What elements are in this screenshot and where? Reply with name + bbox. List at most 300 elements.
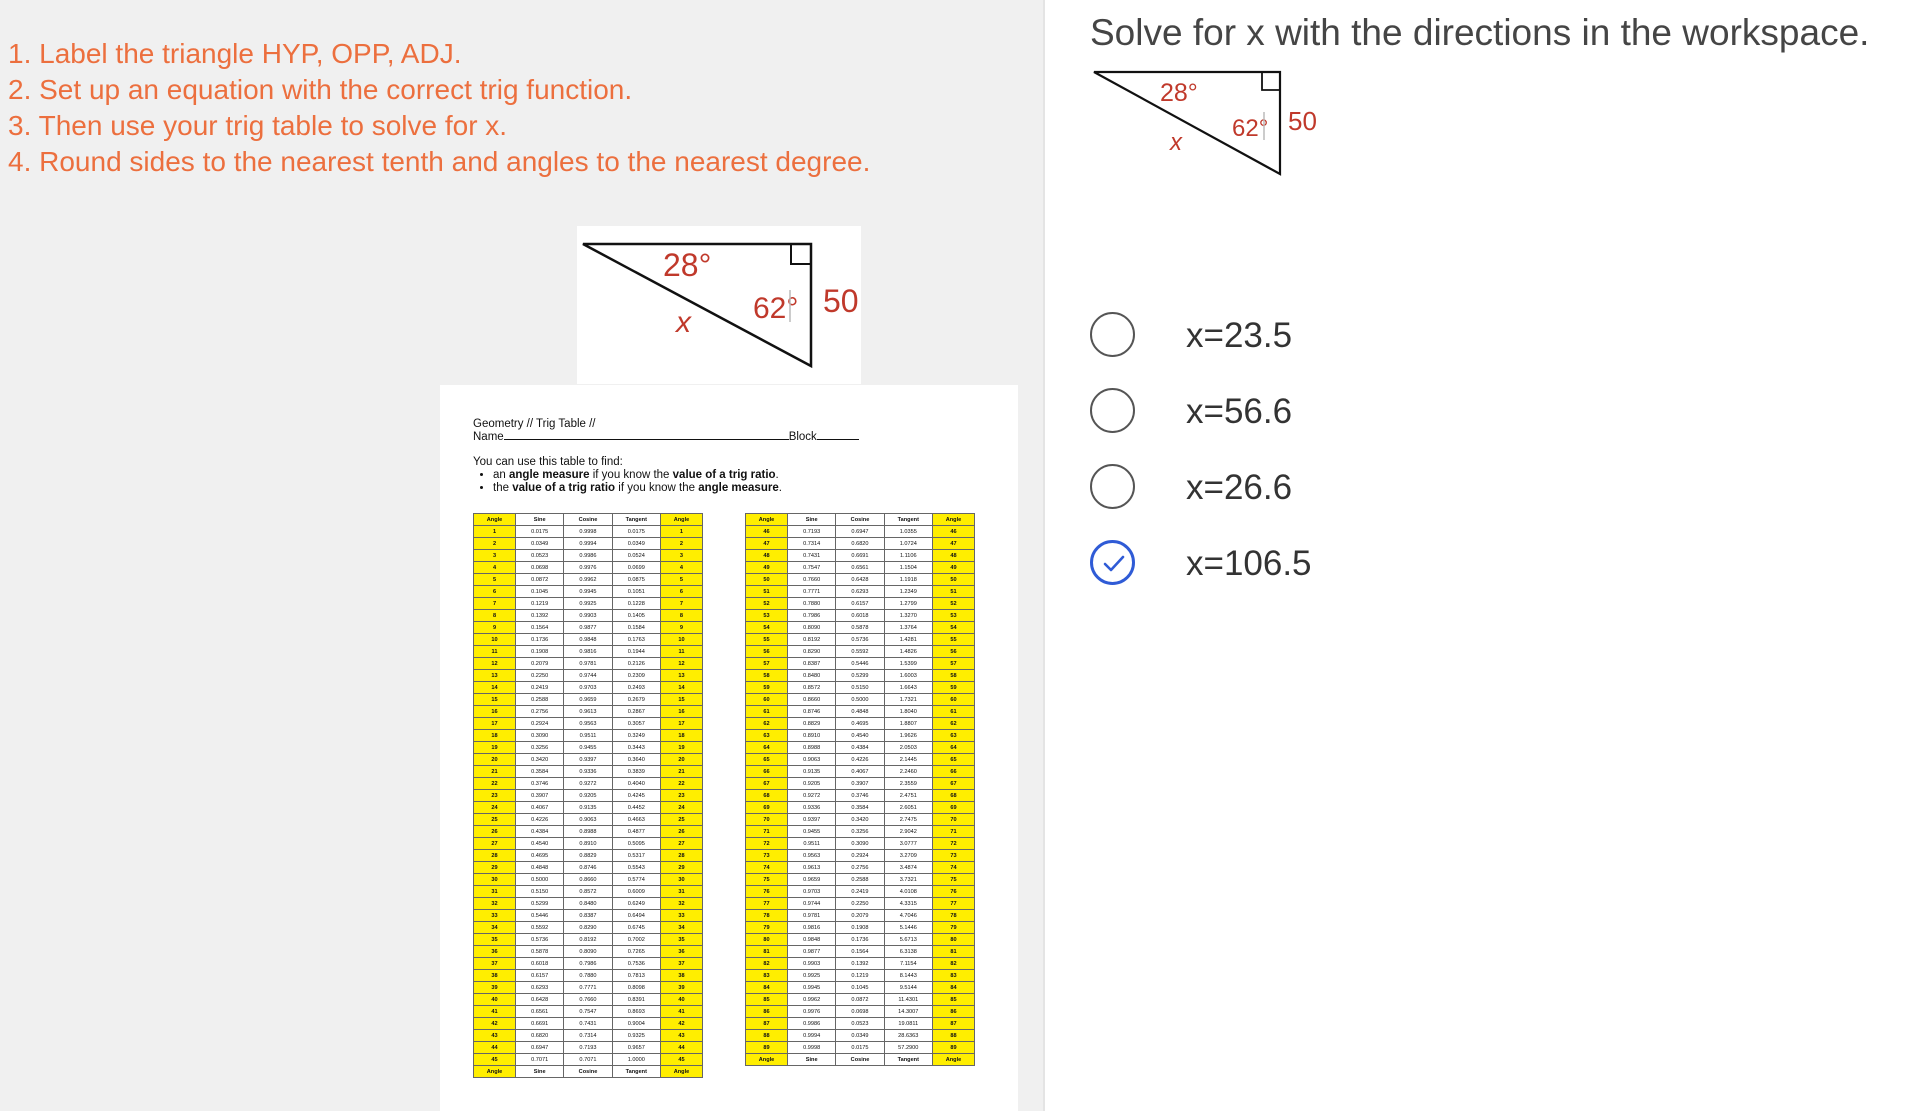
cell-tangent: 0.2493	[612, 682, 660, 694]
col-header-angle: Angle	[660, 514, 702, 526]
col-footer-tangent: Tangent	[884, 1054, 932, 1066]
question-triangle	[1090, 64, 1330, 182]
cell-cosine: 0.6820	[836, 538, 884, 550]
cell-cosine: 0.6561	[836, 562, 884, 574]
table-row	[474, 886, 703, 898]
cell-angle: 27	[474, 838, 516, 850]
cell-sine: 0.1219	[516, 598, 564, 610]
cell-cosine: 0.0349	[836, 1030, 884, 1042]
cell-angle: 47	[932, 538, 974, 550]
cell-cosine: 0.9135	[564, 802, 612, 814]
instruction-2: 2. Set up an equation with the correct trig function.	[8, 74, 633, 105]
cell-tangent: 0.6494	[612, 910, 660, 922]
cell-sine: 0.9945	[788, 982, 836, 994]
table-row	[746, 538, 975, 550]
cell-angle: 30	[474, 874, 516, 886]
cell-angle: 72	[932, 838, 974, 850]
cell-angle: 27	[660, 838, 702, 850]
table-row	[746, 826, 975, 838]
cell-angle: 22	[660, 778, 702, 790]
cell-angle: 28	[660, 850, 702, 862]
cell-sine: 0.3746	[516, 778, 564, 790]
cell-cosine: 0.7771	[564, 982, 612, 994]
table-row	[474, 982, 703, 994]
cell-angle: 3	[474, 550, 516, 562]
cell-angle: 46	[746, 526, 788, 538]
cell-cosine: 0.9563	[564, 718, 612, 730]
col-footer-tangent: Tangent	[612, 1066, 660, 1078]
table-row	[746, 874, 975, 886]
cell-tangent: 1.9626	[884, 730, 932, 742]
cell-cosine: 0.9877	[564, 622, 612, 634]
col-footer-angle: Angle	[932, 1054, 974, 1066]
cell-angle: 76	[746, 886, 788, 898]
cell-angle: 62	[746, 718, 788, 730]
cell-angle: 70	[932, 814, 974, 826]
cell-angle: 11	[660, 646, 702, 658]
table-row	[474, 682, 703, 694]
cell-sine: 0.9994	[788, 1030, 836, 1042]
cell-sine: 0.9455	[788, 826, 836, 838]
table-row	[474, 946, 703, 958]
cell-angle: 56	[932, 646, 974, 658]
cell-angle: 87	[932, 1018, 974, 1030]
cell-tangent: 2.0503	[884, 742, 932, 754]
table-row	[474, 802, 703, 814]
table-row	[746, 598, 975, 610]
choice-label[interactable]: x=56.6	[1186, 392, 1293, 431]
cell-sine: 0.6561	[516, 1006, 564, 1018]
cell-tangent: 0.5317	[612, 850, 660, 862]
cell-tangent: 0.0875	[612, 574, 660, 586]
cell-sine: 0.4848	[516, 862, 564, 874]
cell-cosine: 0.4540	[836, 730, 884, 742]
col-header-sine: Sine	[788, 514, 836, 526]
cell-sine: 0.4226	[516, 814, 564, 826]
cell-tangent: 7.1154	[884, 958, 932, 970]
cell-angle: 2	[660, 538, 702, 550]
table-row	[746, 694, 975, 706]
table-row	[746, 982, 975, 994]
cell-tangent: 0.4040	[612, 778, 660, 790]
cell-angle: 26	[474, 826, 516, 838]
table-row	[746, 910, 975, 922]
cell-angle: 75	[746, 874, 788, 886]
angle-28-label: 28°	[663, 247, 712, 283]
cell-cosine: 0.8290	[564, 922, 612, 934]
cell-sine: 0.7193	[788, 526, 836, 538]
col-header-cosine: Cosine	[564, 514, 612, 526]
cell-cosine: 0.0872	[836, 994, 884, 1006]
cell-cosine: 0.9976	[564, 562, 612, 574]
cell-cosine: 0.3256	[836, 826, 884, 838]
cell-tangent: 0.4877	[612, 826, 660, 838]
radio-button[interactable]	[1090, 312, 1135, 357]
cell-angle: 32	[660, 898, 702, 910]
cell-cosine: 0.7547	[564, 1006, 612, 1018]
cell-angle: 20	[474, 754, 516, 766]
cell-angle: 57	[746, 658, 788, 670]
choice-label[interactable]: x=106.5	[1186, 544, 1312, 583]
cell-tangent: 5.1446	[884, 922, 932, 934]
cell-sine: 0.9336	[788, 802, 836, 814]
cell-angle: 10	[660, 634, 702, 646]
cell-sine: 0.6293	[516, 982, 564, 994]
cell-angle: 84	[746, 982, 788, 994]
radio-button[interactable]	[1090, 464, 1135, 509]
trig-table-right	[745, 513, 975, 1066]
cell-cosine: 0.7880	[564, 970, 612, 982]
cell-angle: 88	[932, 1030, 974, 1042]
table-row	[746, 1042, 975, 1054]
cell-angle: 79	[932, 922, 974, 934]
cell-cosine: 0.7071	[564, 1054, 612, 1066]
cell-sine: 0.9998	[788, 1042, 836, 1054]
cell-cosine: 0.9063	[564, 814, 612, 826]
radio-button[interactable]	[1090, 388, 1135, 433]
cell-cosine: 0.8090	[564, 946, 612, 958]
cell-tangent: 57.2900	[884, 1042, 932, 1054]
cell-sine: 0.1908	[516, 646, 564, 658]
cell-tangent: 0.0175	[612, 526, 660, 538]
cell-sine: 0.8910	[788, 730, 836, 742]
cell-tangent: 1.7321	[884, 694, 932, 706]
cell-angle: 1	[660, 526, 702, 538]
cell-sine: 0.9511	[788, 838, 836, 850]
table-row	[474, 874, 703, 886]
cell-tangent: 8.1443	[884, 970, 932, 982]
cell-angle: 58	[746, 670, 788, 682]
cell-cosine: 0.2588	[836, 874, 884, 886]
cell-cosine: 0.8910	[564, 838, 612, 850]
cell-cosine: 0.5736	[836, 634, 884, 646]
cell-angle: 3	[660, 550, 702, 562]
cell-angle: 84	[932, 982, 974, 994]
cell-tangent: 3.2709	[884, 850, 932, 862]
cell-tangent: 0.2679	[612, 694, 660, 706]
cell-angle: 14	[660, 682, 702, 694]
cell-angle: 41	[474, 1006, 516, 1018]
cell-tangent: 0.4663	[612, 814, 660, 826]
table-row	[746, 574, 975, 586]
cell-angle: 9	[660, 622, 702, 634]
cell-cosine: 0.3420	[836, 814, 884, 826]
cell-angle: 1	[474, 526, 516, 538]
table-row	[474, 634, 703, 646]
cell-angle: 7	[474, 598, 516, 610]
table-row	[746, 670, 975, 682]
cell-cosine: 0.8192	[564, 934, 612, 946]
cell-angle: 69	[932, 802, 974, 814]
cell-angle: 87	[746, 1018, 788, 1030]
cell-tangent: 0.0524	[612, 550, 660, 562]
table-row	[474, 766, 703, 778]
cell-cosine: 0.0175	[836, 1042, 884, 1054]
answer-choice-selected[interactable]	[1090, 540, 1490, 590]
cell-angle: 13	[474, 670, 516, 682]
cell-sine: 0.8746	[788, 706, 836, 718]
cell-cosine: 0.5878	[836, 622, 884, 634]
col-footer-sine: Sine	[516, 1066, 564, 1078]
table-row	[474, 910, 703, 922]
cell-angle: 5	[660, 574, 702, 586]
cell-tangent: 0.2126	[612, 658, 660, 670]
cell-tangent: 3.4874	[884, 862, 932, 874]
cell-tangent: 4.0108	[884, 886, 932, 898]
cell-angle: 18	[660, 730, 702, 742]
cell-sine: 0.5446	[516, 910, 564, 922]
cell-tangent: 1.1918	[884, 574, 932, 586]
answer-choice[interactable]	[1090, 388, 1490, 438]
cell-sine: 0.2250	[516, 670, 564, 682]
cell-angle: 69	[746, 802, 788, 814]
table-row	[474, 646, 703, 658]
cell-cosine: 0.6293	[836, 586, 884, 598]
col-header-cosine: Cosine	[836, 514, 884, 526]
answer-choice[interactable]	[1090, 464, 1490, 514]
cell-tangent: 0.0349	[612, 538, 660, 550]
cell-tangent: 28.6363	[884, 1030, 932, 1042]
cell-angle: 33	[474, 910, 516, 922]
cell-angle: 56	[746, 646, 788, 658]
choice-label[interactable]: x=26.6	[1186, 468, 1293, 507]
table-row	[474, 994, 703, 1006]
col-footer-cosine: Cosine	[564, 1066, 612, 1078]
cell-sine: 0.9962	[788, 994, 836, 1006]
cell-tangent: 2.3559	[884, 778, 932, 790]
instruction-1: 1. Label the triangle HYP, OPP, ADJ.	[8, 38, 462, 69]
cell-angle: 18	[474, 730, 516, 742]
cell-angle: 2	[474, 538, 516, 550]
cell-cosine: 0.6428	[836, 574, 884, 586]
cell-tangent: 19.0811	[884, 1018, 932, 1030]
cell-angle: 89	[932, 1042, 974, 1054]
table-row	[746, 934, 975, 946]
cell-sine: 0.7771	[788, 586, 836, 598]
cell-tangent: 14.3007	[884, 1006, 932, 1018]
cell-sine: 0.3256	[516, 742, 564, 754]
cell-tangent: 1.4281	[884, 634, 932, 646]
cell-angle: 21	[474, 766, 516, 778]
cell-angle: 31	[660, 886, 702, 898]
table-row	[746, 718, 975, 730]
cell-sine: 0.6157	[516, 970, 564, 982]
cell-angle: 42	[474, 1018, 516, 1030]
table-row	[746, 526, 975, 538]
angle-62-label: 62°	[1232, 115, 1269, 142]
cell-angle: 53	[932, 610, 974, 622]
cell-angle: 77	[746, 898, 788, 910]
cell-sine: 0.7880	[788, 598, 836, 610]
cell-tangent: 4.7046	[884, 910, 932, 922]
cell-cosine: 0.2419	[836, 886, 884, 898]
col-footer-angle: Angle	[746, 1054, 788, 1066]
cell-sine: 0.9781	[788, 910, 836, 922]
col-footer-cosine: Cosine	[836, 1054, 884, 1066]
cell-sine: 0.2079	[516, 658, 564, 670]
angle-28-label: 28°	[1160, 79, 1198, 107]
cell-sine: 0.9063	[788, 754, 836, 766]
cell-tangent: 0.8098	[612, 982, 660, 994]
cell-angle: 65	[932, 754, 974, 766]
cell-tangent: 11.4301	[884, 994, 932, 1006]
cell-sine: 0.9976	[788, 1006, 836, 1018]
cell-angle: 68	[746, 790, 788, 802]
cell-angle: 86	[746, 1006, 788, 1018]
cell-tangent: 1.8807	[884, 718, 932, 730]
cell-sine: 0.8829	[788, 718, 836, 730]
cell-sine: 0.0698	[516, 562, 564, 574]
cell-angle: 9	[474, 622, 516, 634]
cell-angle: 8	[474, 610, 516, 622]
cell-angle: 6	[474, 586, 516, 598]
col-footer-angle: Angle	[660, 1066, 702, 1078]
cell-tangent: 0.9657	[612, 1042, 660, 1054]
cell-cosine: 0.5299	[836, 670, 884, 682]
table-row	[746, 802, 975, 814]
cell-angle: 51	[932, 586, 974, 598]
cell-angle: 25	[660, 814, 702, 826]
cell-cosine: 0.5150	[836, 682, 884, 694]
cell-cosine: 0.9397	[564, 754, 612, 766]
cell-angle: 49	[746, 562, 788, 574]
cell-tangent: 1.6643	[884, 682, 932, 694]
cell-angle: 54	[932, 622, 974, 634]
cell-angle: 60	[746, 694, 788, 706]
cell-tangent: 0.6745	[612, 922, 660, 934]
cell-sine: 0.9877	[788, 946, 836, 958]
angle-62-label: 62°	[753, 292, 799, 325]
cell-tangent: 2.2460	[884, 766, 932, 778]
cell-angle: 24	[474, 802, 516, 814]
choice-label[interactable]: x=23.5	[1186, 316, 1293, 355]
cell-sine: 0.0523	[516, 550, 564, 562]
cell-angle: 33	[660, 910, 702, 922]
cell-angle: 30	[660, 874, 702, 886]
cell-cosine: 0.8572	[564, 886, 612, 898]
block-label: Block	[788, 431, 817, 443]
cell-angle: 64	[932, 742, 974, 754]
cell-sine: 0.7986	[788, 610, 836, 622]
cell-sine: 0.1564	[516, 622, 564, 634]
cell-cosine: 0.9613	[564, 706, 612, 718]
cell-angle: 6	[660, 586, 702, 598]
cell-cosine: 0.2250	[836, 898, 884, 910]
cell-sine: 0.6428	[516, 994, 564, 1006]
cell-angle: 29	[660, 862, 702, 874]
cell-sine: 0.7314	[788, 538, 836, 550]
cell-angle: 82	[746, 958, 788, 970]
cell-cosine: 0.9336	[564, 766, 612, 778]
trig-table-sheet	[440, 385, 1018, 1111]
cell-angle: 41	[660, 1006, 702, 1018]
table-row	[474, 970, 703, 982]
cell-cosine: 0.9848	[564, 634, 612, 646]
cell-angle: 43	[474, 1030, 516, 1042]
table-row	[746, 742, 975, 754]
answer-choice[interactable]	[1090, 312, 1490, 362]
cell-tangent: 0.7265	[612, 946, 660, 958]
cell-sine: 0.8387	[788, 658, 836, 670]
instruction-3: 3. Then use your trig table to solve for x.	[8, 110, 508, 141]
cell-angle: 59	[746, 682, 788, 694]
cell-angle: 29	[474, 862, 516, 874]
cell-cosine: 0.6947	[836, 526, 884, 538]
cell-tangent: 0.6009	[612, 886, 660, 898]
cell-angle: 40	[660, 994, 702, 1006]
cell-tangent: 1.2349	[884, 586, 932, 598]
cell-angle: 17	[660, 718, 702, 730]
cell-tangent: 0.3640	[612, 754, 660, 766]
cell-tangent: 3.0777	[884, 838, 932, 850]
table-row	[746, 1018, 975, 1030]
cell-cosine: 0.4695	[836, 718, 884, 730]
radio-button-selected[interactable]	[1090, 540, 1135, 585]
table-row	[746, 970, 975, 982]
cell-cosine: 0.9511	[564, 730, 612, 742]
cell-sine: 0.3584	[516, 766, 564, 778]
cell-angle: 4	[660, 562, 702, 574]
cell-cosine: 0.1736	[836, 934, 884, 946]
cell-tangent: 0.1228	[612, 598, 660, 610]
cell-sine: 0.5878	[516, 946, 564, 958]
table-row	[474, 850, 703, 862]
table-row	[474, 922, 703, 934]
cell-angle: 38	[474, 970, 516, 982]
cell-sine: 0.8090	[788, 622, 836, 634]
table-row	[474, 826, 703, 838]
cell-tangent: 0.7813	[612, 970, 660, 982]
table-row	[474, 574, 703, 586]
table-row	[746, 682, 975, 694]
cell-angle: 81	[932, 946, 974, 958]
cell-tangent: 2.4751	[884, 790, 932, 802]
cell-angle: 77	[932, 898, 974, 910]
cell-angle: 47	[746, 538, 788, 550]
cell-sine: 0.2419	[516, 682, 564, 694]
question-prompt: Solve for x with the directions in the workspace.	[1090, 12, 1870, 53]
col-footer-angle: Angle	[474, 1066, 516, 1078]
cell-sine: 0.2756	[516, 706, 564, 718]
cell-sine: 0.6691	[516, 1018, 564, 1030]
cell-angle: 7	[660, 598, 702, 610]
col-header-angle: Angle	[746, 514, 788, 526]
cell-sine: 0.9744	[788, 898, 836, 910]
table-row	[746, 586, 975, 598]
cell-angle: 67	[932, 778, 974, 790]
cell-tangent: 0.1944	[612, 646, 660, 658]
cell-angle: 17	[474, 718, 516, 730]
cell-cosine: 0.1392	[836, 958, 884, 970]
cell-angle: 48	[932, 550, 974, 562]
cell-angle: 74	[932, 862, 974, 874]
cell-angle: 85	[746, 994, 788, 1006]
cell-angle: 73	[746, 850, 788, 862]
cell-cosine: 0.9925	[564, 598, 612, 610]
cell-cosine: 0.1219	[836, 970, 884, 982]
cell-sine: 0.8480	[788, 670, 836, 682]
cell-cosine: 0.9962	[564, 574, 612, 586]
cell-cosine: 0.9205	[564, 790, 612, 802]
cell-cosine: 0.0523	[836, 1018, 884, 1030]
cell-sine: 0.8660	[788, 694, 836, 706]
cell-angle: 81	[746, 946, 788, 958]
cell-tangent: 1.0355	[884, 526, 932, 538]
table-row	[474, 898, 703, 910]
cell-angle: 51	[746, 586, 788, 598]
cell-angle: 63	[746, 730, 788, 742]
table-row	[474, 838, 703, 850]
